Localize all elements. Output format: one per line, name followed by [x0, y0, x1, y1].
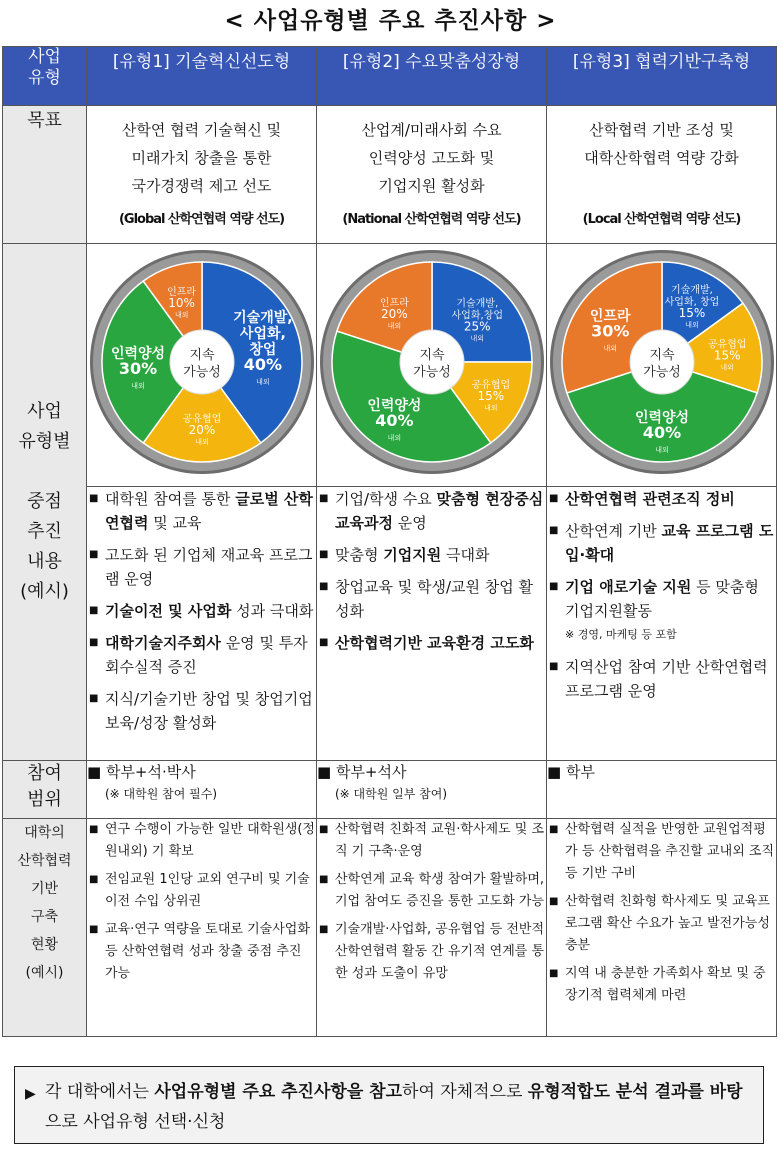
focus-label-line: 내용	[27, 551, 62, 572]
pie-slice-label: 기술개발,	[670, 285, 713, 297]
footer-bold: 유형적합도 분석 결과를 바탕	[527, 1082, 743, 1102]
focus-item-text: 지식/기술기반 창업 및 창업기업 보육/성장 활성화	[105, 690, 313, 732]
focus-item-text: 창업교육 및 학생/교원 창업 활성화	[335, 578, 534, 620]
goal-line: 미래가치 창출을 통한	[131, 149, 272, 167]
pie-slice-label: 15%	[713, 348, 741, 363]
focus-item-text: 및 교육	[148, 514, 202, 532]
type3-header: [유형3] 협력기반구축형	[547, 47, 777, 106]
focus-label-line: (예시)	[20, 581, 69, 602]
system-item: ■ 산학연계 교육 학생 참여가 활발하며, 기업 참여도 증진을 통한 고도화 가능	[317, 869, 546, 913]
pie-chart-type1	[90, 244, 314, 480]
pie-slice-note: 내외	[387, 322, 401, 331]
system-item: ■ 전임교원 1인당 교외 연구비 및 기술이전 수입 상위권	[87, 869, 316, 913]
focus-item-text: 기업지원	[383, 546, 442, 564]
system-item: ■ 지역 내 충분한 가족회사 확보 및 중장기적 협력체계 마련	[547, 963, 776, 1007]
pie-slice-note: 내외	[684, 321, 699, 330]
pie-slice-note: 내외	[174, 311, 188, 320]
focus-item-text: 성과 극대화	[231, 602, 314, 620]
business-type-table	[2, 46, 777, 1037]
pie-slice-note: 내외	[194, 438, 209, 446]
focus-item-text: 기업 애로기술 지원	[565, 578, 692, 596]
focus-item-text: 운영	[392, 514, 427, 532]
pie-slice-label: 인프라	[166, 287, 196, 299]
pie-center-label: 가능성	[642, 365, 681, 380]
focus-item-text: 산학연계 기반	[565, 522, 662, 540]
pie-slice-label: 25%	[463, 319, 491, 334]
focus-item	[547, 519, 776, 567]
participation-label-line: 참여	[27, 763, 62, 784]
system-item: ■ 기술개발·사업화, 공유협업 등 전반적 산학연협력 활동 간 유기적 연계를 통한 성과 도출이 유망	[317, 919, 546, 985]
system-label-line: 구축	[30, 909, 59, 925]
pie-slice-label: 30%	[118, 359, 157, 378]
footer-text: 각 대학에서는	[45, 1082, 155, 1102]
focus-item	[317, 487, 546, 535]
system-type2	[317, 819, 547, 1037]
focus-label-line: 유형별	[18, 431, 71, 452]
pie-slice-label: 공유협업	[707, 339, 747, 351]
pie-slice-label: 15%	[476, 388, 504, 403]
pie-slice-label: 30%	[590, 321, 629, 341]
pie-slice-label: 10%	[167, 296, 195, 311]
pie-slice-note: 내외	[387, 433, 401, 442]
goal-line: 산학연 협력 기술혁신 및	[121, 121, 282, 139]
focus-item-text: 맞춤형	[335, 546, 384, 564]
system-label	[3, 819, 87, 1037]
page-title: < 사업유형별 주요 추진사항 >	[224, 8, 557, 34]
system-item: ■ 산학협력 실적을 반영한 교원업적평가 등 산학협력을 추진할 교내외 조직 등 기반 구비	[547, 819, 776, 885]
focus-item-text: 기업/학생 수요	[335, 490, 437, 508]
focus-item-text: 등 맞춤형 기업지원활동	[565, 578, 759, 620]
focus-item	[547, 655, 776, 703]
pie-slice-label: 인프라	[379, 298, 409, 310]
pie-slice-label: 사업화,	[239, 326, 286, 343]
focus-item	[317, 543, 546, 567]
system-item: ■ 연구 수행이 가능한 일반 대학원생(정원내외) 기 확보	[87, 819, 316, 863]
goal-type3	[547, 106, 777, 244]
pie-slice-label: 기술개발,	[232, 310, 293, 327]
pie-cell-type2	[317, 244, 547, 487]
goal-label: 목표	[3, 106, 87, 244]
pie-slice-note: 내외	[719, 363, 734, 372]
goal-type1	[87, 106, 317, 244]
focus-label-line: 중점	[27, 491, 62, 512]
goal-line: 국가경쟁력 제고 선도	[131, 177, 272, 195]
focus-item	[87, 543, 316, 591]
goal-line: 산학협력 기반 조성 및	[589, 121, 734, 139]
participation-note: (※ 대학원 일부 참여)	[335, 787, 448, 801]
triangle-icon: ▶	[25, 1086, 36, 1102]
focus-note: ※ 경영, 마케팅 등 포함	[565, 628, 677, 641]
corner-header	[3, 47, 87, 106]
system-item: ■ 산학협력 친화형 학사제도 및 교육프로그램 확산 수요가 높고 발전가능성 충분	[547, 891, 776, 957]
focus-item-text: 산학협력기반 교육환경 고도화	[335, 634, 534, 652]
participation-note: (※ 대학원 참여 필수)	[105, 787, 218, 801]
goal-type2	[317, 106, 547, 244]
type2-header: [유형2] 수요맞춤성장형	[317, 47, 547, 106]
pie-slice-label: 인력양성	[634, 410, 689, 426]
focus-type3	[547, 487, 777, 761]
system-label-line: 산학협력	[17, 853, 72, 869]
pie-cell-type3	[547, 244, 777, 487]
focus-type1	[87, 487, 317, 761]
focus-label-line: 추진	[27, 521, 62, 542]
system-label-line: 현황	[30, 937, 59, 953]
footer-bold: 사업유형별 주요 추진사항을 참고	[154, 1082, 403, 1102]
pie-slice-label: 사업화,창업	[451, 310, 503, 322]
goal-sub: (National 산학연협력 역량 선도)	[342, 212, 521, 227]
focus-item-text: 대학원 참여를 통한	[105, 490, 236, 508]
pie-chart-type2	[320, 244, 544, 480]
pie-center-label: 가능성	[412, 365, 451, 380]
focus-item-text: 교육 프로그램 도입·확대	[565, 522, 774, 564]
pie-slice-label: 인프라	[589, 308, 631, 325]
goal-sub: (Local 산학연협력 역량 선도)	[582, 212, 741, 227]
pie-slice-note: 내외	[483, 403, 498, 412]
focus-item	[317, 631, 546, 655]
pie-slice-note: 내외	[255, 378, 270, 387]
system-item: ■ 교육·연구 역량을 토대로 기술사업화 등 산학연협력 성과 창출 중점 추진 가능	[87, 919, 316, 985]
focus-item	[87, 687, 316, 735]
participation-main: 학부	[565, 763, 595, 781]
pie-slice-label: 40%	[642, 423, 681, 442]
system-item: ■ 산학협력 친화적 교원·학사제도 및 조직 기 구축·운영	[317, 819, 546, 863]
pie-slice-label: 20%	[188, 423, 215, 437]
system-label-line: 대학의	[24, 825, 65, 841]
pie-cell-type1	[87, 244, 317, 487]
focus-item-text: 고도화 된 기업체 재교육 프로그램 운영	[105, 546, 313, 588]
focus-item	[317, 575, 546, 623]
focus-item-text: 대학기술지주회사	[105, 634, 221, 652]
pie-slice-label: 기술개발,	[455, 298, 498, 310]
pie-slice-label: 공유협업	[470, 379, 510, 391]
pie-slice-label: 40%	[243, 355, 282, 375]
pie-slice-label: 사업화, 창업	[664, 297, 719, 309]
participation-main: 학부+석사	[335, 763, 407, 781]
focus-item-text: 글로벌 산학연협력	[105, 490, 313, 532]
corner-line2: 유형	[28, 68, 61, 88]
footer-note	[14, 1066, 764, 1144]
system-type1	[87, 819, 317, 1037]
goal-line: 기업지원 활성화	[378, 177, 485, 195]
pie-center-label: 지속	[648, 348, 675, 363]
pie-slice-note: 내외	[130, 382, 145, 390]
pie-chart-type3	[550, 244, 774, 480]
pie-slice-label: 공유협업	[182, 414, 221, 425]
goal-line: 대학산학협력 역량 강화	[584, 149, 739, 167]
focus-item	[87, 487, 316, 535]
pie-slice-label: 인력양성	[366, 397, 421, 414]
goal-sub: (Global 산학연협력 역량 선도)	[118, 212, 285, 227]
pie-slice-note: 내외	[469, 334, 484, 343]
participation-type1: ■ 학부+석·박사 (※ 대학원 참여 필수)	[87, 761, 317, 819]
pie-slice-label: 40%	[374, 410, 414, 430]
pie-slice-label: 창업	[248, 342, 276, 359]
pie-center-label: 지속	[188, 348, 215, 363]
focus-item-text: 운영 및 투자회수실적 증진	[105, 634, 308, 676]
participation-type2: ■ 학부+석사 (※ 대학원 일부 참여)	[317, 761, 547, 819]
pie-slice-label: 20%	[380, 307, 408, 322]
focus-item-text: 산학연협력 관련조직 정비	[565, 490, 735, 508]
system-type3	[547, 819, 777, 1037]
focus-item-text: 기술이전 및 사업화	[105, 602, 232, 620]
participation-label	[3, 761, 87, 819]
focus-item-text: 지역산업 참여 기반 산학연협력 프로그램 운영	[565, 658, 768, 700]
focus-label	[3, 244, 87, 761]
footer-text: 으로 사업유형 선택·신청	[45, 1112, 226, 1132]
footer-text: 하여 자체적으로	[402, 1082, 528, 1102]
participation-main: 학부+석·박사	[105, 763, 196, 781]
focus-item-text: 맞춤형 현장중심 교육과정	[335, 490, 544, 532]
focus-type2	[317, 487, 547, 761]
system-label-line: 기반	[30, 881, 59, 897]
focus-item	[547, 575, 776, 623]
pie-slice-label: 인력양성	[110, 346, 165, 362]
pie-slice-note: 내외	[602, 344, 617, 353]
corner-line1: 사업	[28, 47, 61, 67]
focus-item-text: 극대화	[441, 546, 490, 564]
pie-slice-label: 15%	[678, 306, 705, 321]
focus-label-line: 사업	[27, 401, 62, 422]
pie-center-label: 지속	[418, 348, 445, 363]
focus-item	[87, 599, 316, 623]
participation-type3: ■ 학부	[547, 761, 777, 819]
focus-item	[87, 631, 316, 679]
goal-line: 인력양성 고도화 및	[368, 149, 495, 167]
goal-line: 산업계/미래사회 수요	[361, 121, 502, 139]
focus-item	[547, 487, 776, 511]
type1-header: [유형1] 기술혁신선도형	[87, 47, 317, 106]
pie-slice-note: 내외	[654, 446, 669, 454]
system-label-line: (예시)	[25, 965, 64, 981]
participation-label-line: 범위	[27, 789, 62, 810]
pie-center-label: 가능성	[182, 365, 221, 380]
